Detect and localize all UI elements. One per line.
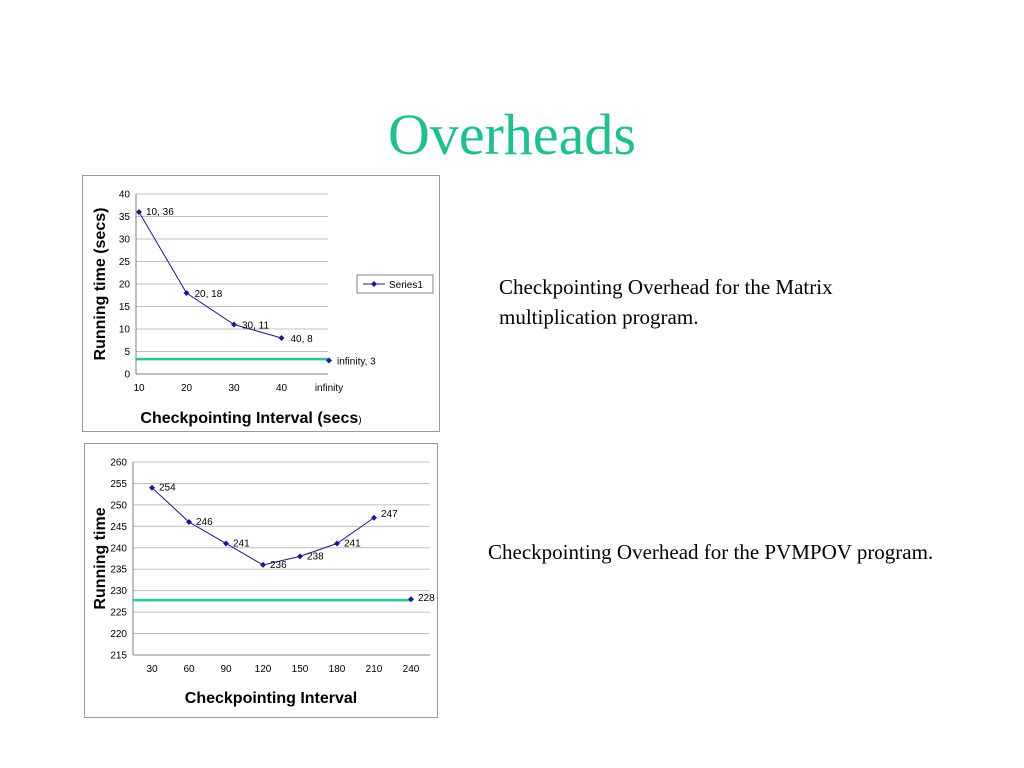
matrix-chart-x-axis-title-suffix: )	[358, 415, 362, 426]
pvmpov-chart-data-label: 238	[307, 551, 324, 563]
pvmpov-chart-data-point	[297, 553, 303, 559]
pvmpov-chart-y-tick-label: 215	[110, 650, 127, 662]
matrix-overhead-chart-svg	[83, 176, 439, 431]
matrix-chart-data-label: 30, 11	[242, 320, 270, 332]
pvmpov-chart-x-tick-label: 180	[328, 664, 346, 675]
matrix-chart-y-tick-label: 20	[118, 279, 130, 291]
pvmpov-chart-x-tick-label: 60	[183, 664, 195, 675]
pvmpov-chart-y-axis-title: Running time	[92, 507, 109, 610]
matrix-chart-y-tick-label: 30	[118, 234, 130, 246]
matrix-chart-data-label: infinity, 3	[337, 356, 376, 368]
matrix-chart-data-label: 40, 8	[290, 334, 313, 345]
pvmpov-chart-data-point	[260, 562, 266, 568]
matrix-chart-x-tick-label: 20	[180, 383, 193, 394]
matrix-chart-y-tick-label: 35	[118, 212, 130, 223]
pvmpov-chart-y-tick-label: 250	[110, 500, 127, 512]
pvmpov-chart-data-label: 228	[418, 593, 435, 605]
pvmpov-chart-y-tick-label: 255	[110, 478, 127, 490]
pvmpov-chart-y-tick-label: 225	[110, 607, 127, 619]
pvmpov-chart-data-point	[371, 515, 377, 521]
pvmpov-chart-data-label: 254	[159, 482, 176, 494]
pvmpov-chart-data-point	[223, 540, 229, 546]
pvmpov-chart-x-tick-label: 240	[402, 664, 420, 675]
pvmpov-chart-y-tick-label: 240	[110, 543, 127, 555]
pvmpov-chart-y-tick-label: 230	[110, 586, 127, 598]
pvmpov-chart-x-tick-label: 150	[291, 664, 309, 675]
pvmpov-chart-data-label: 246	[196, 517, 213, 529]
matrix-chart-x-axis-title: Checkpointing Interval (secs)	[140, 410, 362, 427]
pvmpov-chart-x-tick-label: 90	[220, 664, 232, 675]
matrix-chart-y-tick-label: 10	[118, 324, 130, 336]
slide-title: Overheads	[387, 102, 636, 167]
pvmpov-overhead-chart-svg	[85, 444, 437, 717]
pvmpov-chart-y-tick-label: 245	[110, 521, 127, 533]
matrix-caption: Checkpointing Overhead for the Matrix multiplication program.	[499, 275, 833, 329]
matrix-chart-data-point	[231, 322, 237, 328]
matrix-chart-data-point	[136, 209, 142, 215]
matrix-chart-y-tick-label: 40	[118, 189, 130, 201]
matrix-chart-y-tick-label: 5	[124, 347, 130, 358]
pvmpov-overhead-chart	[84, 443, 438, 718]
matrix-chart-x-tick-label: infinity	[314, 383, 344, 394]
matrix-chart-data-point	[184, 290, 190, 296]
pvmpov-chart-x-tick-label: 30	[146, 664, 158, 675]
matrix-chart-y-tick-label: 15	[118, 302, 130, 313]
matrix-overhead-chart	[82, 175, 440, 432]
pvmpov-chart-data-label: 241	[344, 538, 361, 550]
pvmpov-chart-data-label: 247	[381, 508, 398, 520]
matrix-chart-data-label: 20, 18	[194, 289, 223, 300]
pvmpov-chart-data-label: 241	[233, 538, 250, 550]
matrix-chart-x-tick-label: 10	[133, 383, 145, 394]
pvmpov-chart-x-axis-title: Checkpointing Interval	[184, 690, 358, 707]
matrix-chart-legend-label: Series1	[389, 280, 423, 291]
pvmpov-caption: Checkpointing Overhead for the PVMPOV program.	[488, 540, 934, 564]
matrix-chart-data-label: 10, 36	[146, 207, 174, 218]
pvmpov-chart-x-tick-label: 120	[254, 664, 272, 675]
matrix-chart-data-point	[279, 335, 285, 341]
matrix-chart-y-tick-label: 25	[118, 257, 130, 268]
matrix-chart-y-tick-label: 0	[124, 369, 130, 381]
pvmpov-chart-y-tick-label: 260	[110, 457, 127, 469]
pvmpov-chart-data-label: 236	[270, 559, 287, 571]
matrix-chart-y-axis-title: Running time (secs)	[92, 207, 109, 361]
matrix-chart-series-line	[139, 212, 282, 338]
matrix-chart-x-tick-label: 30	[228, 383, 240, 394]
matrix-chart-x-tick-label: 40	[275, 383, 288, 394]
pvmpov-chart-y-tick-label: 235	[110, 564, 127, 576]
pvmpov-chart-x-tick-label: 210	[365, 664, 383, 675]
pvmpov-chart-y-tick-label: 220	[110, 629, 127, 641]
pvmpov-chart-data-point	[334, 540, 340, 546]
